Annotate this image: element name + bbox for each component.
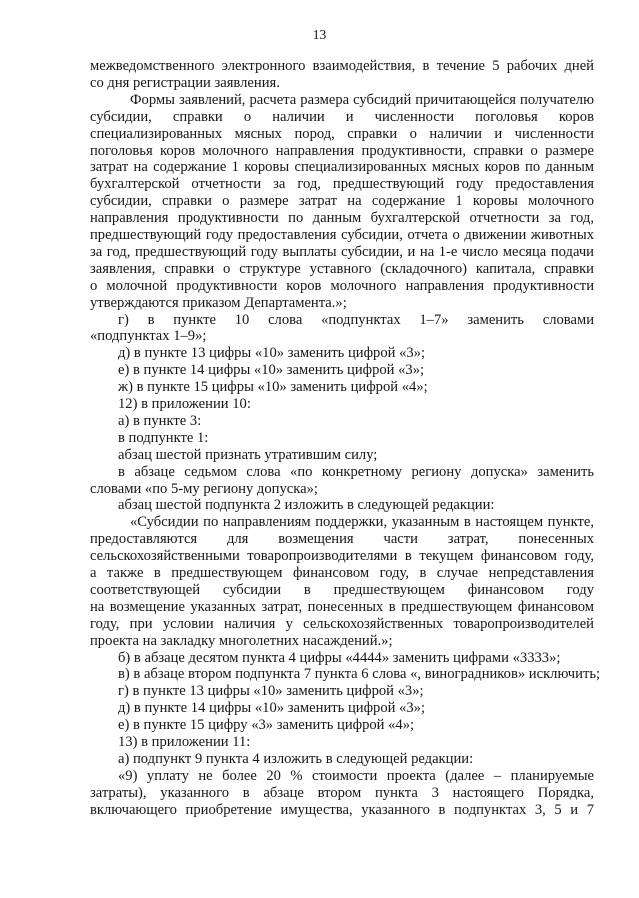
text-line: затраты), указанного в абзаце втором пункта 3 настоящего Порядка, (90, 784, 594, 801)
text-line: бухгалтерской отчетности за год, предшествующий году предоставления (90, 176, 594, 193)
text-line: е) в пункте 15 цифру «3» заменить цифрой «4»; (118, 717, 415, 734)
text-line: о молочной продуктивности коров молочного направления продуктивности (90, 277, 594, 294)
text-line: поголовья коров молочного направления продуктивности, справки о размере (90, 142, 594, 159)
text-line: а) подпункт 9 пункта 4 изложить в следующей редакции: (118, 750, 474, 767)
text-line: «Субсидии по направлениям поддержки, указанным в настоящем пункте, (130, 514, 594, 531)
text-line: г) в пункте 10 слова «подпунктах 1–7» заменить словами (118, 311, 594, 328)
text-line: межведомственного электронного взаимодействия, в течение 5 рабочих дней (90, 58, 594, 74)
text-line: е) в пункте 14 цифры «10» заменить цифрой «3»; (118, 362, 425, 379)
text-line: а также в предшествующем финансовом году, в случае непредставления (90, 565, 594, 581)
text-line: за год, предшествующий году выплаты субсидии, и на 1-е число месяца подачи (90, 243, 594, 260)
text-line: субсидии, справки о размере затрат на содержание 1 коровы молочного (90, 193, 594, 210)
text-line: предшествующий году предоставления субсидии, отчета о движении животных (90, 227, 594, 243)
text-line: в подпункте 1: (118, 429, 209, 446)
text-line: «9) уплату не более 20 % стоимости проекта (далее – планируемые (118, 767, 594, 784)
text-line: затрат на содержание 1 коровы специализированных мясных коров по данным (90, 159, 594, 176)
text-line: проекта на закладку многолетних насаждений.»; (90, 632, 393, 649)
text-line: заявления, справки о структуре уставного (складочного) капитала, справки (90, 260, 594, 277)
text-line: предоставляются для возмещения части затрат, понесенных (90, 531, 594, 548)
text-line: со дня регистрации заявления. (90, 74, 280, 91)
text-line: сельскохозяйственными товаропроизводителями в текущем финансовом году, (90, 548, 594, 565)
text-line: на возмещение указанных затрат, понесенных в предшествующем финансовом (90, 598, 594, 615)
text-line: утверждаются приказом Департамента.»; (90, 294, 347, 311)
text-line: г) в пункте 13 цифры «10» заменить цифрой «3»; (118, 683, 424, 700)
text-line: субсидии, справки о наличии и численности поголовья коров (90, 108, 594, 125)
text-line: д) в пункте 13 цифры «10» заменить цифрой «3»; (118, 345, 426, 362)
text-line: 13) в приложении 11: (118, 734, 251, 750)
text-line: в абзаце седьмом слова «по конкретному региону допуска» заменить (118, 463, 594, 480)
text-line: абзац шестой подпункта 2 изложить в следующей редакции: (118, 497, 495, 514)
text-line: 12) в приложении 10: (118, 396, 251, 412)
text-line: а) в пункте 3: (118, 412, 202, 429)
text-line: Формы заявлений, расчета размера субсидий причитающейся получателю (130, 91, 594, 108)
text-line: «подпунктах 1–9»; (90, 328, 207, 345)
text-line: словами «по 5-му региону допуска»; (90, 480, 318, 497)
text-line: б) в абзаце десятом пункта 4 цифры «4444» заменить цифрами «3333»; (118, 649, 561, 666)
text-line: д) в пункте 14 цифры «10» заменить цифрой «3»; (118, 700, 426, 717)
text-line: включающего приобретение имущества, указанного в подпунктах 3, 5 и 7 (90, 801, 594, 818)
text-line: специализированных мясных пород, справки о наличии и численности (90, 125, 594, 142)
page-number: 13 (312, 27, 327, 42)
text-line: направления продуктивности по данным бухгалтерской отчетности за год, (90, 210, 594, 227)
text-line: году, при условии наличия у сельскохозяйственных товаропроизводителей (90, 615, 594, 632)
text-line: ж) в пункте 15 цифры «10» заменить цифрой «4»; (118, 379, 428, 396)
text-line: соответствующей субсидии в предшествующем финансовом году (90, 581, 594, 598)
text-line: абзац шестой признать утратившим силу; (118, 446, 378, 463)
text-line: в) в абзаце втором подпункта 7 пункта 6 слова «, виноградников» исключить; (118, 666, 601, 683)
